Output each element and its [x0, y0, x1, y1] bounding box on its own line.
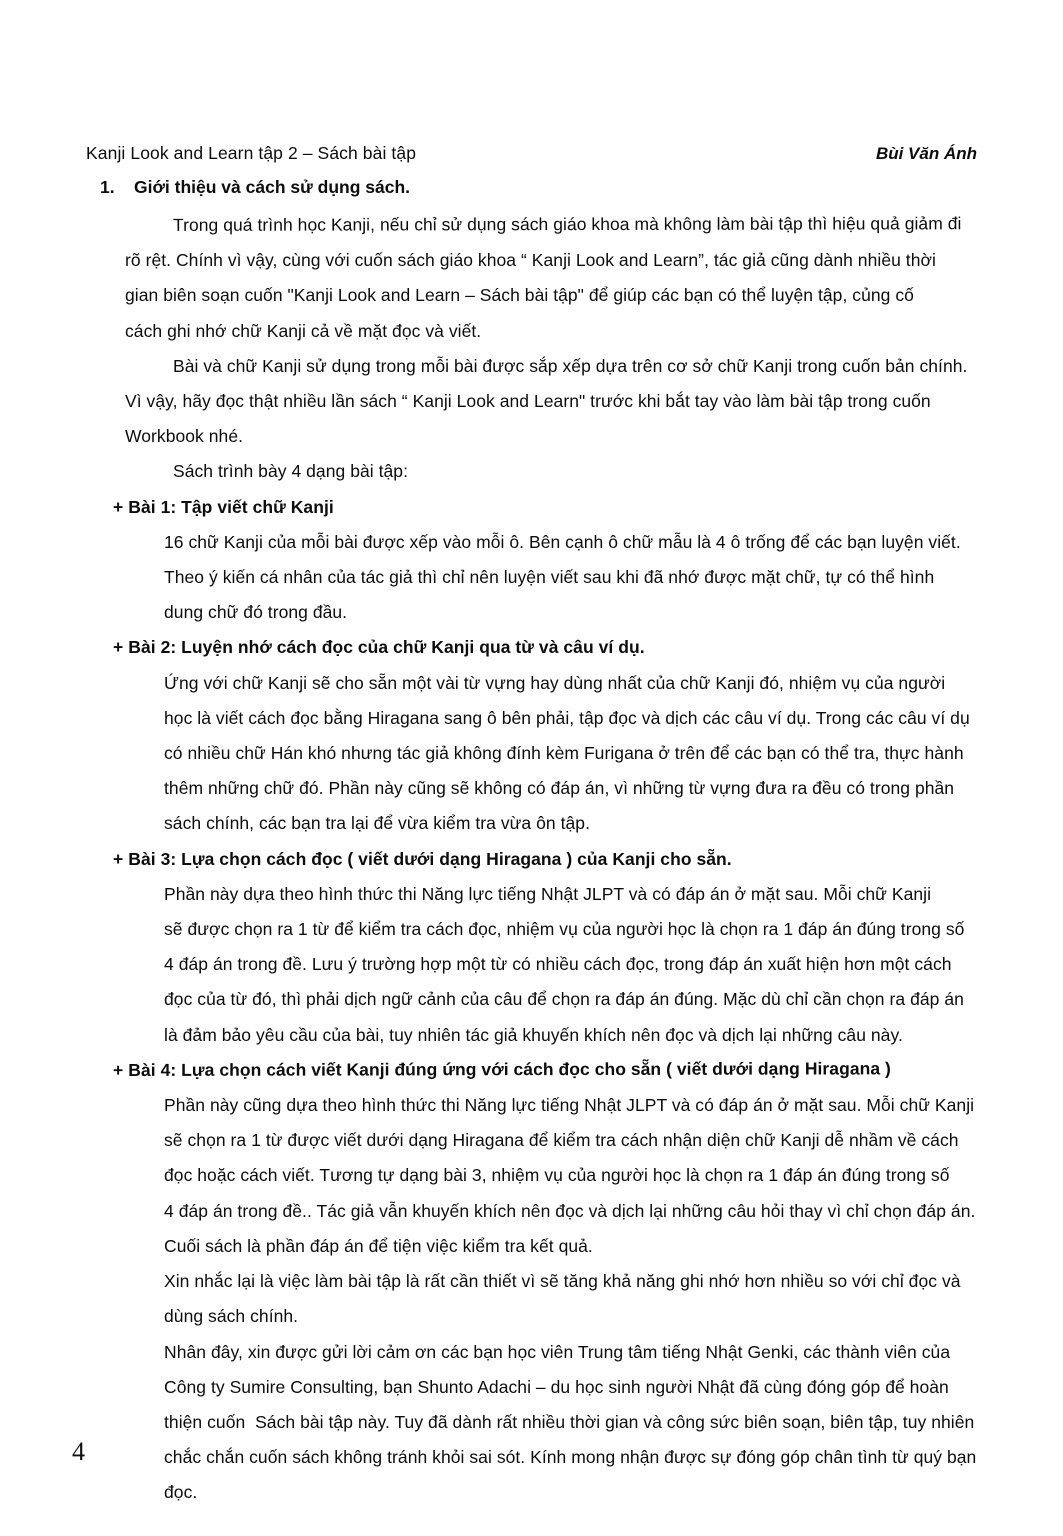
- text-line: sẽ được chọn ra 1 từ để kiểm tra cách đọc, nhiệm vụ của người học là chọn ra 1 đáp án đúng trong số: [164, 919, 965, 940]
- text-line: rõ rệt. Chính vì vậy, cùng với cuốn sách giáo khoa “ Kanji Look and Learn”, tác giả cũng dành nhiều thời: [125, 250, 936, 271]
- text-line: dùng sách chính.: [164, 1306, 299, 1327]
- author-name: Bùi Văn Ánh: [875, 144, 977, 163]
- exercise-body-2: [125, 666, 977, 842]
- exercise-heading-1: [113, 490, 977, 525]
- text-line: thêm những chữ đó. Phần này cũng sẽ không có đáp án, vì những từ vựng đưa ra đều có trong phần: [164, 778, 955, 799]
- text-line: Theo ý kiến cá nhân của tác giả thì chỉ nên luyện viết sau khi đã nhớ được mặt chữ, tự có thể hình: [164, 567, 935, 588]
- exercise-heading-text: Bài 2: Luyện nhớ cách đọc của chữ Kanji qua từ và câu ví dụ.: [128, 637, 645, 658]
- text-line: Sách trình bày 4 dạng bài tập:: [173, 461, 408, 482]
- text-line: sẽ chọn ra 1 từ được viết dưới dạng Hiragana để kiểm tra cách nhận diện chữ Kanji dễ nhầm về cách: [164, 1130, 959, 1151]
- paragraph-intro-2: [86, 349, 977, 455]
- text-line: Ứng với chữ Kanji sẽ cho sẵn một vài từ vựng hay dùng nhất của chữ Kanji đó, nhiệm vụ của người: [164, 672, 946, 693]
- plus-marker-icon: +: [113, 637, 124, 658]
- text-line: Trong quá trình học Kanji, nếu chỉ sử dụng sách giáo khoa mà không làm bài tập thì hiệu quả giảm đi: [172, 213, 962, 235]
- paragraph-intro-1: [86, 208, 977, 349]
- text-line: Xin nhắc lại là việc làm bài tập là rất cần thiết vì sẽ tăng khả năng ghi nhớ hơn nhiều so với chỉ đọc và: [164, 1271, 961, 1292]
- paragraph-closing-2: [125, 1335, 977, 1511]
- exercise-heading-text: Bài 4: Lựa chọn cách viết Kanji đúng ứng với cách đọc cho sẵn ( viết dưới dạng Hiragana ): [128, 1058, 891, 1080]
- text-line: có nhiều chữ Hán khó nhưng tác giả không đính kèm Furigana ở trên để các bạn có thể tra, thực hành: [164, 743, 964, 764]
- exercise-heading-text: Bài 1: Tập viết chữ Kanji: [128, 496, 334, 517]
- text-line: đọc.: [164, 1482, 198, 1503]
- text-line: Phần này dựa theo hình thức thi Năng lực tiếng Nhật JLPT và có đáp án ở mặt sau. Mỗi chữ Kanji: [164, 883, 932, 904]
- text-line: chắc chắn cuốn sách không tránh khỏi sai sót. Kính mong nhận được sự đóng góp chân tình từ quý bạn: [164, 1447, 977, 1468]
- text-line: Cuối sách là phần đáp án để tiện việc kiểm tra kết quả.: [164, 1235, 593, 1256]
- exercise-block-4: [86, 1053, 977, 1264]
- document-title: Kanji Look and Learn tập 2 – Sách bài tập: [86, 143, 417, 163]
- exercise-body-4: [125, 1088, 977, 1264]
- text-line: Vì vậy, hãy đọc thật nhiều lần sách “ Kanji Look and Learn" trước khi bắt tay vào làm bài tập trong cuốn: [125, 391, 931, 412]
- text-line: là đảm bảo yêu cầu của bài, tuy nhiên tác giả khuyến khích nên đọc và dịch lại những câu này.: [164, 1024, 903, 1045]
- exercise-heading-4: [113, 1051, 977, 1088]
- paragraph-intro-3: [86, 454, 977, 489]
- running-head: [86, 143, 977, 164]
- text-line: đọc của từ đó, thì phải dịch ngữ cảnh của câu để chọn ra đáp án đúng. Mặc dù chỉ cần chọn ra đáp án: [164, 989, 964, 1010]
- exercise-body-3: [125, 877, 977, 1053]
- exercise-block-2: [86, 630, 977, 841]
- exercise-block-3: [86, 842, 977, 1053]
- text-line: đọc hoặc cách viết. Tương tự dạng bài 3, nhiệm vụ của người học là chọn ra 1 đáp án đúng trong số: [164, 1165, 950, 1186]
- section-number: 1.: [100, 177, 115, 197]
- text-line: gian biên soạn cuốn "Kanji Look and Learn – Sách bài tập" để giúp các bạn có thể luyện tập, củng cố: [125, 285, 914, 306]
- exercise-heading-2: [113, 630, 977, 665]
- document-body: [86, 172, 977, 1511]
- page-number: 4: [72, 1437, 85, 1466]
- text-line: Bài và chữ Kanji sử dụng trong mỗi bài được sắp xếp dựa trên cơ sở chữ Kanji trong cuốn bản chính.: [173, 355, 968, 376]
- text-line: Nhân đây, xin được gửi lời cảm ơn các bạn học viên Trung tâm tiếng Nhật Genki, các thành viên của: [164, 1341, 951, 1362]
- paragraph-closing-1: [125, 1264, 977, 1334]
- plus-marker-icon: +: [112, 1059, 124, 1080]
- section-heading: [100, 172, 977, 202]
- plus-marker-icon: +: [113, 496, 124, 517]
- text-line: Công ty Sumire Consulting, bạn Shunto Adachi – du học sinh người Nhật đã cùng đóng góp để hoàn: [164, 1376, 949, 1397]
- exercise-heading-3: [113, 842, 977, 877]
- plus-marker-icon: +: [113, 848, 124, 869]
- section-title: Giới thiệu và cách sử dụng sách.: [134, 177, 411, 197]
- text-line: 16 chữ Kanji của mỗi bài được xếp vào mỗi ô. Bên cạnh ô chữ mẫu là 4 ô trống để các bạn luyện viết.: [164, 531, 961, 552]
- exercise-body-1: [125, 525, 977, 631]
- text-line: 4 đáp án trong đề.. Tác giả vẫn khuyến khích nên đọc và dịch lại những câu hỏi thay vì chỉ chọn đáp án.: [164, 1200, 976, 1221]
- text-line: Phần này cũng dựa theo hình thức thi Năng lực tiếng Nhật JLPT và có đáp án ở mặt sau. Mỗi chữ Kanji: [164, 1095, 975, 1116]
- text-line: Workbook nhé.: [125, 426, 244, 447]
- text-line: sách chính, các bạn tra lại để vừa kiểm tra vừa ôn tập.: [164, 813, 590, 834]
- exercise-heading-text: Bài 3: Lựa chọn cách đọc ( viết dưới dạng Hiragana ) của Kanji cho sẵn.: [128, 848, 732, 869]
- exercise-block-1: [86, 490, 977, 631]
- text-line: dung chữ đó trong đầu.: [164, 602, 348, 623]
- text-line: thiện cuốn Sách bài tập này. Tuy đã dành rất nhiều thời gian và công sức biên soạn, biên tập, tuy nhiên: [164, 1411, 975, 1432]
- text-line: 4 đáp án trong đề. Lưu ý trường hợp một từ có nhiều cách đọc, trong đáp án xuất hiện hơn một cách: [164, 954, 952, 975]
- text-line: học là viết cách đọc bằng Hiragana sang ô bên phải, tập đọc và dịch các câu ví dụ. Trong các câu ví dụ: [164, 707, 970, 728]
- text-line: cách ghi nhớ chữ Kanji cả về mặt đọc và viết.: [125, 320, 482, 341]
